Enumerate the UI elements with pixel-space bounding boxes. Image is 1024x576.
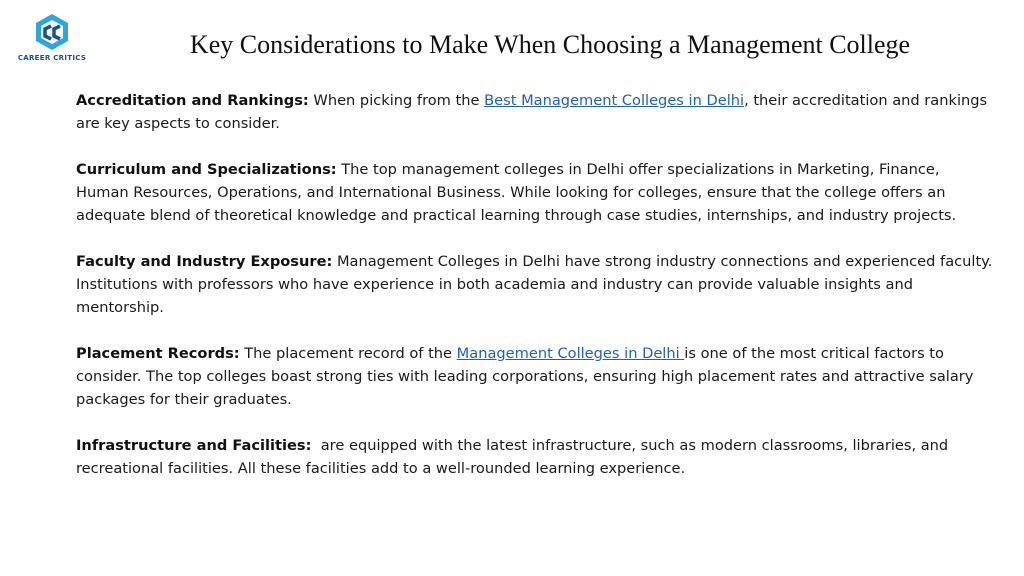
section-accreditation: [76, 89, 994, 135]
section-heading: Accreditation and Rankings:: [76, 92, 309, 109]
section-text: , their accreditation and rankings are key aspects to consider.: [76, 92, 988, 132]
section-text: The placement record of the: [239, 345, 457, 362]
content-body: [76, 89, 994, 503]
section-heading: Placement Records:: [76, 345, 240, 362]
section-text: are equipped with the latest infrastructure, such as modern classrooms, libraries, and recreational facilities. All these facilities add to a well-rounded learning experience.: [76, 437, 953, 477]
brand-name: CAREER CRITICS: [17, 54, 87, 62]
section-text: is one of the most critical factors to consider. The top colleges boast strong ties with leading corporations, ensuring high placement rates and attractive salary packages for their graduates.: [76, 345, 974, 408]
page-title: Key Considerations to Make When Choosing a Management College: [189, 30, 911, 59]
section-faculty: [76, 250, 994, 319]
management-colleges-link[interactable]: Management Colleges in Delhi: [456, 345, 685, 362]
section-placement: [76, 342, 994, 411]
best-management-colleges-link[interactable]: Best Management Colleges in Delhi: [484, 92, 745, 109]
section-curriculum: [76, 158, 994, 227]
section-heading: Curriculum and Specializations:: [76, 161, 337, 178]
section-text: When picking from the: [308, 92, 485, 109]
section-heading: Faculty and Industry Exposure:: [76, 253, 333, 270]
section-heading: Infrastructure and Facilities:: [76, 437, 312, 454]
section-text: The top management colleges in Delhi offer specializations in Marketing, Finance, Human Resources, Operations, and International Business. While looking for colleges, ensure that the college offers an adequate blend of theoretical knowledge and practical learning through case studies, internships, and industry projects.: [76, 161, 957, 224]
section-infrastructure: [76, 434, 994, 480]
section-text: Management Colleges in Delhi have strong industry connections and experienced faculty. Institutions with professors who have experience in both academia and industry can provide valuable insights and mentorship.: [76, 253, 993, 316]
